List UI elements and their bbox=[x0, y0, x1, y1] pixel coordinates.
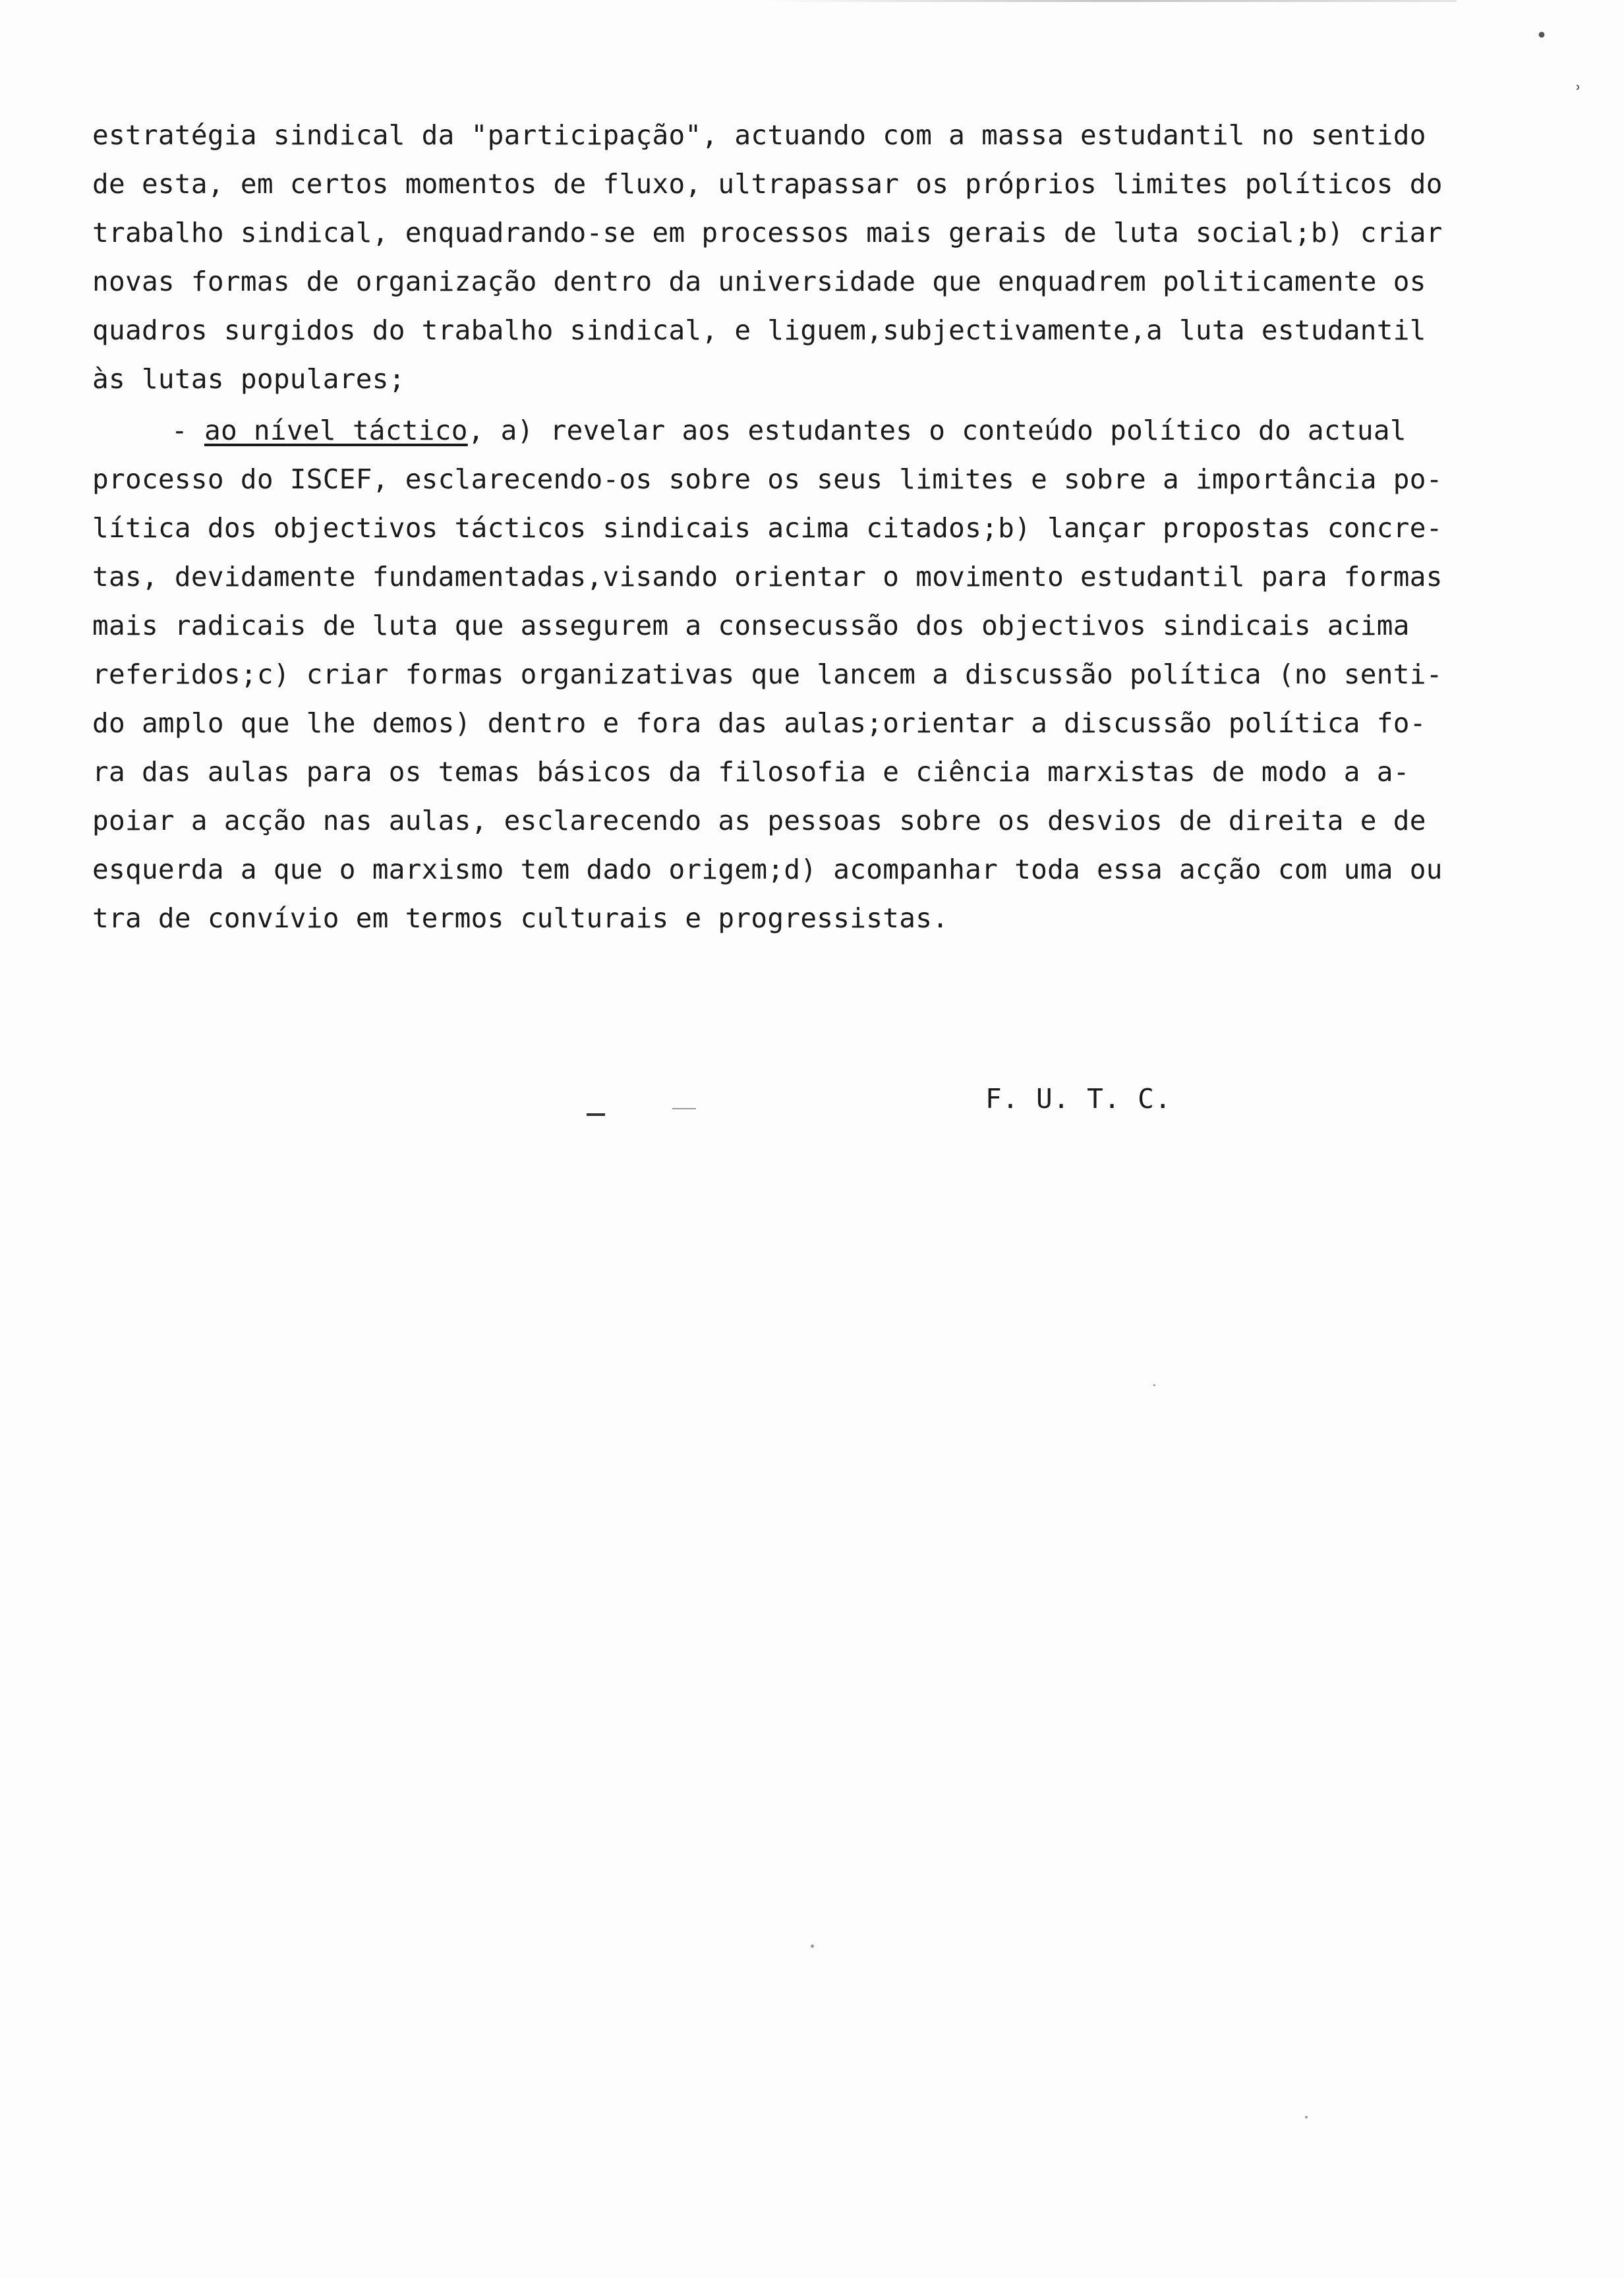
text-line: quadros surgidos do trabalho sindical, e liguem,subjectivamente,a luta estudantil bbox=[92, 314, 1426, 346]
paragraph-two-first-line bbox=[92, 406, 1437, 455]
text-fragment: , a) revelar aos estudantes o conteúdo político do actual bbox=[467, 415, 1406, 446]
list-dash: - bbox=[171, 415, 204, 446]
scan-speck-mark: ˒ bbox=[1572, 77, 1584, 100]
text-line: de esta, em certos momentos de fluxo, ultrapassar os próprios limites políticos do bbox=[92, 168, 1443, 200]
signature-initials: F. U. T. C. bbox=[985, 1083, 1172, 1115]
text-line: mais radicais de luta que assegurem a consecussão dos objectivos sindicais acima bbox=[92, 610, 1410, 641]
typed-body-text bbox=[92, 111, 1443, 943]
dash-mark bbox=[587, 1113, 605, 1116]
text-line: tra de convívio em termos culturais e progressistas. bbox=[92, 902, 949, 934]
text-line: tas, devidamente fundamentadas,visando orientar o movimento estudantil para formas bbox=[92, 561, 1443, 593]
text-line: trabalho sindical, enquadrando-se em processos mais gerais de luta social;b) criar bbox=[92, 217, 1443, 248]
text-line: às lutas populares; bbox=[92, 363, 405, 395]
underlined-heading: ao nível táctico bbox=[204, 415, 468, 446]
scan-speck bbox=[811, 1944, 814, 1948]
dash-mark bbox=[672, 1108, 696, 1109]
text-line: novas formas de organização dentro da universidade que enquadrem politicamente os bbox=[92, 266, 1426, 297]
scan-speck bbox=[1305, 2116, 1308, 2118]
text-line: do amplo que lhe demos) dentro e fora das aulas;orientar a discussão política fo- bbox=[92, 707, 1426, 739]
scan-edge-shadow bbox=[765, 0, 1457, 2]
text-line: estratégia sindical da "participação", actuando com a massa estudantil no sentido bbox=[92, 119, 1426, 151]
text-line: referidos;c) criar formas organizativas que lancem a discussão política (no senti- bbox=[92, 658, 1443, 690]
text-line: ra das aulas para os temas básicos da filosofia e ciência marxistas de modo a a- bbox=[92, 756, 1410, 788]
scan-speck-mark: • bbox=[1536, 24, 1548, 47]
text-line: lítica dos objectivos tácticos sindicais acima citados;b) lançar propostas concre- bbox=[92, 512, 1443, 544]
text-line: poiar a acção nas aulas, esclarecendo as pessoas sobre os desvios de direita e de bbox=[92, 805, 1426, 836]
scan-speck bbox=[1153, 1384, 1155, 1386]
text-line: processo do ISCEF, esclarecendo-os sobre os seus limites e sobre a importância po- bbox=[92, 463, 1443, 495]
text-line: esquerda a que o marxismo tem dado origem;d) acompanhar toda essa acção com uma ou bbox=[92, 854, 1443, 885]
